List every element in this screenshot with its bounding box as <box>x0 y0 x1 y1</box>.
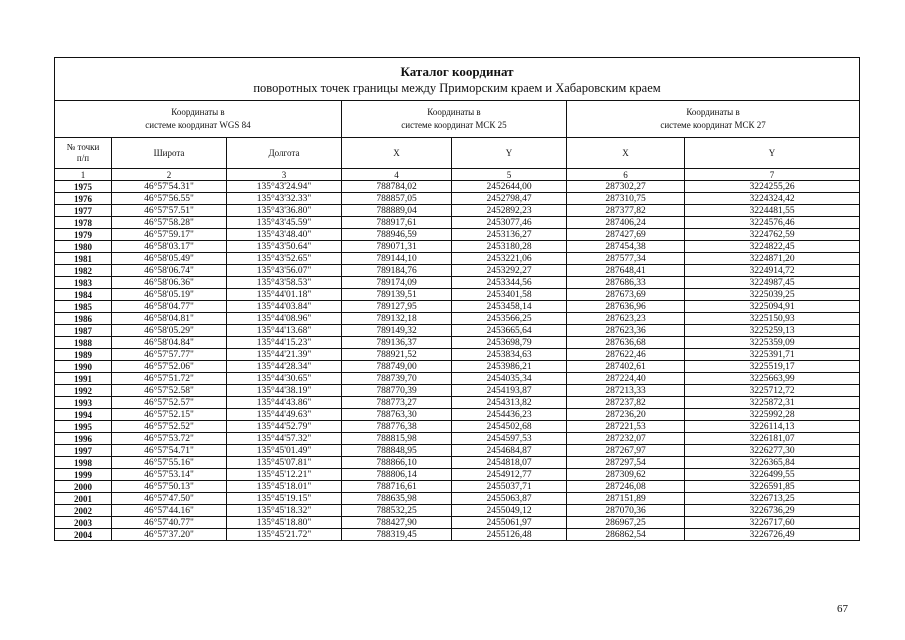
x-msk25-cell: 789071,31 <box>342 241 452 253</box>
y-msk27-cell: 3226591,85 <box>685 481 860 493</box>
point-number-cell: 2003 <box>55 517 112 529</box>
coordinate-rows <box>55 181 860 541</box>
point-number-cell: 1988 <box>55 337 112 349</box>
latitude-cell: 46°57'40.77" <box>112 517 227 529</box>
y-msk25-cell: 2453401,58 <box>452 289 567 301</box>
y-msk27-cell: 3224987,45 <box>685 277 860 289</box>
x-msk27-cell: 287454,38 <box>567 241 685 253</box>
point-number-cell: 1999 <box>55 469 112 481</box>
point-number-cell: 1987 <box>55 325 112 337</box>
x-msk27-cell: 287221,53 <box>567 421 685 433</box>
y-msk27-cell: 3225872,31 <box>685 397 860 409</box>
point-number-cell: 1978 <box>55 217 112 229</box>
table-row <box>55 253 860 265</box>
x-msk27-cell: 287577,34 <box>567 253 685 265</box>
column-header-y-msk27: Y <box>685 138 860 169</box>
point-number-cell: 1984 <box>55 289 112 301</box>
y-msk27-cell: 3225094,91 <box>685 301 860 313</box>
y-msk27-cell: 3225712,72 <box>685 385 860 397</box>
x-msk27-cell: 287309,62 <box>567 469 685 481</box>
longitude-cell: 135°44'52.79" <box>227 421 342 433</box>
y-msk25-cell: 2453136,27 <box>452 229 567 241</box>
x-msk27-cell: 287267,97 <box>567 445 685 457</box>
x-msk27-cell: 287246,08 <box>567 481 685 493</box>
longitude-cell: 135°45'18.01" <box>227 481 342 493</box>
table-row <box>55 445 860 457</box>
y-msk27-cell: 3225663,99 <box>685 373 860 385</box>
longitude-cell: 135°43'58.53" <box>227 277 342 289</box>
x-msk25-cell: 789149,32 <box>342 325 452 337</box>
x-msk27-cell: 287213,33 <box>567 385 685 397</box>
longitude-cell: 135°43'50.64" <box>227 241 342 253</box>
column-number: 2 <box>112 169 227 181</box>
x-msk25-cell: 789174,09 <box>342 277 452 289</box>
y-msk27-cell: 3224255,26 <box>685 181 860 193</box>
latitude-cell: 46°57'58.28" <box>112 217 227 229</box>
latitude-cell: 46°57'44.16" <box>112 505 227 517</box>
table-row <box>55 325 860 337</box>
table-row <box>55 181 860 193</box>
y-msk27-cell: 3226726,49 <box>685 529 860 541</box>
longitude-cell: 135°44'38.19" <box>227 385 342 397</box>
table-row <box>55 529 860 541</box>
column-number: 7 <box>685 169 860 181</box>
x-msk27-cell: 286862,54 <box>567 529 685 541</box>
y-msk25-cell: 2454035,34 <box>452 373 567 385</box>
point-number-cell: 1975 <box>55 181 112 193</box>
longitude-cell: 135°43'52.65" <box>227 253 342 265</box>
latitude-cell: 46°57'53.14" <box>112 469 227 481</box>
x-msk27-cell: 287406,24 <box>567 217 685 229</box>
x-msk25-cell: 788857,05 <box>342 193 452 205</box>
longitude-cell: 135°44'15.23" <box>227 337 342 349</box>
y-msk27-cell: 3224324,42 <box>685 193 860 205</box>
latitude-cell: 46°58'05.19" <box>112 289 227 301</box>
y-msk25-cell: 2453698,79 <box>452 337 567 349</box>
point-number-cell: 1977 <box>55 205 112 217</box>
point-number-cell: 1982 <box>55 265 112 277</box>
y-msk27-cell: 3226365,84 <box>685 457 860 469</box>
x-msk27-cell: 286967,25 <box>567 517 685 529</box>
latitude-cell: 46°57'52.06" <box>112 361 227 373</box>
latitude-cell: 46°57'56.55" <box>112 193 227 205</box>
point-number-cell: 1996 <box>55 433 112 445</box>
catalog-title-cell <box>55 58 860 101</box>
x-msk27-cell: 287377,82 <box>567 205 685 217</box>
x-msk25-cell: 788917,61 <box>342 217 452 229</box>
y-msk25-cell: 2454502,68 <box>452 421 567 433</box>
y-msk27-cell: 3226736,29 <box>685 505 860 517</box>
column-number: 1 <box>55 169 112 181</box>
column-number: 3 <box>227 169 342 181</box>
x-msk27-cell: 287686,33 <box>567 277 685 289</box>
table-row <box>55 397 860 409</box>
y-msk27-cell: 3225992,28 <box>685 409 860 421</box>
y-msk27-cell: 3224822,45 <box>685 241 860 253</box>
table-row <box>55 265 860 277</box>
y-msk25-cell: 2454193,87 <box>452 385 567 397</box>
y-msk25-cell: 2454818,07 <box>452 457 567 469</box>
table-row <box>55 229 860 241</box>
x-msk27-cell: 287224,40 <box>567 373 685 385</box>
x-msk25-cell: 788716,61 <box>342 481 452 493</box>
latitude-cell: 46°57'51.72" <box>112 373 227 385</box>
y-msk25-cell: 2455061,97 <box>452 517 567 529</box>
x-msk25-cell: 788739,70 <box>342 373 452 385</box>
y-msk25-cell: 2454436,23 <box>452 409 567 421</box>
table-row <box>55 301 860 313</box>
table-row <box>55 385 860 397</box>
latitude-cell: 46°57'57.51" <box>112 205 227 217</box>
table-row <box>55 373 860 385</box>
point-number-cell: 1993 <box>55 397 112 409</box>
y-msk27-cell: 3226181,07 <box>685 433 860 445</box>
latitude-cell: 46°57'54.71" <box>112 445 227 457</box>
longitude-cell: 135°43'36.80" <box>227 205 342 217</box>
x-msk25-cell: 788773,27 <box>342 397 452 409</box>
latitude-cell: 46°57'59.17" <box>112 229 227 241</box>
table-row <box>55 505 860 517</box>
longitude-cell: 135°43'56.07" <box>227 265 342 277</box>
column-number: 6 <box>567 169 685 181</box>
y-msk27-cell: 3225150,93 <box>685 313 860 325</box>
table-row <box>55 337 860 349</box>
y-msk25-cell: 2453566,25 <box>452 313 567 325</box>
longitude-cell: 135°44'28.34" <box>227 361 342 373</box>
x-msk27-cell: 287636,68 <box>567 337 685 349</box>
x-msk25-cell: 789132,18 <box>342 313 452 325</box>
longitude-cell: 135°44'01.18" <box>227 289 342 301</box>
latitude-cell: 46°57'54.31" <box>112 181 227 193</box>
column-header-latitude: Широта <box>112 138 227 169</box>
table-row <box>55 433 860 445</box>
y-msk27-cell: 3224576,46 <box>685 217 860 229</box>
longitude-cell: 135°44'03.84" <box>227 301 342 313</box>
x-msk25-cell: 788763,30 <box>342 409 452 421</box>
table-row <box>55 217 860 229</box>
x-msk25-cell: 788866,10 <box>342 457 452 469</box>
y-msk27-cell: 3224914,72 <box>685 265 860 277</box>
point-number-cell: 1990 <box>55 361 112 373</box>
point-number-cell: 1983 <box>55 277 112 289</box>
column-number: 4 <box>342 169 452 181</box>
point-number-cell: 1994 <box>55 409 112 421</box>
y-msk25-cell: 2453077,46 <box>452 217 567 229</box>
y-msk27-cell: 3226717,60 <box>685 517 860 529</box>
column-header-y-msk25: Y <box>452 138 567 169</box>
column-number-row <box>55 169 860 181</box>
coordinate-catalog <box>54 57 859 541</box>
longitude-cell: 135°43'48.40" <box>227 229 342 241</box>
longitude-cell: 135°45'12.21" <box>227 469 342 481</box>
longitude-cell: 135°44'43.86" <box>227 397 342 409</box>
x-msk27-cell: 287623,23 <box>567 313 685 325</box>
x-msk27-cell: 287151,89 <box>567 493 685 505</box>
y-msk27-cell: 3225359,09 <box>685 337 860 349</box>
y-msk25-cell: 2455126,48 <box>452 529 567 541</box>
group-header-msk25: Координаты в системе координат МСК 25 <box>342 101 567 138</box>
x-msk25-cell: 788427,90 <box>342 517 452 529</box>
point-number-cell: 1992 <box>55 385 112 397</box>
x-msk25-cell: 788784,02 <box>342 181 452 193</box>
y-msk25-cell: 2454684,87 <box>452 445 567 457</box>
x-msk25-cell: 788776,38 <box>342 421 452 433</box>
longitude-cell: 135°44'21.39" <box>227 349 342 361</box>
x-msk25-cell: 789139,51 <box>342 289 452 301</box>
latitude-cell: 46°58'04.77" <box>112 301 227 313</box>
column-header-x-msk27: X <box>567 138 685 169</box>
x-msk25-cell: 789136,37 <box>342 337 452 349</box>
x-msk25-cell: 788806,14 <box>342 469 452 481</box>
point-number-cell: 1980 <box>55 241 112 253</box>
latitude-cell: 46°57'47.50" <box>112 493 227 505</box>
table-row <box>55 289 860 301</box>
table-row <box>55 313 860 325</box>
point-number-cell: 1997 <box>55 445 112 457</box>
point-number-cell: 2001 <box>55 493 112 505</box>
table-row <box>55 457 860 469</box>
longitude-cell: 135°44'13.68" <box>227 325 342 337</box>
latitude-cell: 46°57'57.77" <box>112 349 227 361</box>
x-msk27-cell: 287237,82 <box>567 397 685 409</box>
y-msk25-cell: 2455063,87 <box>452 493 567 505</box>
x-msk27-cell: 287648,41 <box>567 265 685 277</box>
point-number-cell: 1989 <box>55 349 112 361</box>
latitude-cell: 46°57'52.52" <box>112 421 227 433</box>
latitude-cell: 46°57'52.15" <box>112 409 227 421</box>
point-number-cell: 1976 <box>55 193 112 205</box>
longitude-cell: 135°44'49.63" <box>227 409 342 421</box>
longitude-cell: 135°45'19.15" <box>227 493 342 505</box>
x-msk25-cell: 788319,45 <box>342 529 452 541</box>
y-msk27-cell: 3226277,30 <box>685 445 860 457</box>
y-msk25-cell: 2454597,53 <box>452 433 567 445</box>
point-number-cell: 1981 <box>55 253 112 265</box>
y-msk27-cell: 3226114,13 <box>685 421 860 433</box>
longitude-cell: 135°43'32.33" <box>227 193 342 205</box>
longitude-cell: 135°43'45.59" <box>227 217 342 229</box>
x-msk27-cell: 287297,54 <box>567 457 685 469</box>
point-number-cell: 2002 <box>55 505 112 517</box>
latitude-cell: 46°57'55.16" <box>112 457 227 469</box>
latitude-cell: 46°57'52.57" <box>112 397 227 409</box>
point-number-cell: 1991 <box>55 373 112 385</box>
column-number: 5 <box>452 169 567 181</box>
y-msk25-cell: 2452892,23 <box>452 205 567 217</box>
longitude-cell: 135°43'24.94" <box>227 181 342 193</box>
x-msk25-cell: 789127,95 <box>342 301 452 313</box>
y-msk27-cell: 3225039,25 <box>685 289 860 301</box>
latitude-cell: 46°58'04.81" <box>112 313 227 325</box>
y-msk25-cell: 2453665,64 <box>452 325 567 337</box>
x-msk27-cell: 287302,27 <box>567 181 685 193</box>
table-row <box>55 349 860 361</box>
y-msk25-cell: 2453180,28 <box>452 241 567 253</box>
point-number-cell: 1995 <box>55 421 112 433</box>
y-msk27-cell: 3226499,55 <box>685 469 860 481</box>
point-number-cell: 2004 <box>55 529 112 541</box>
page-number: 67 <box>837 603 848 615</box>
longitude-cell: 135°45'21.72" <box>227 529 342 541</box>
latitude-cell: 46°58'06.36" <box>112 277 227 289</box>
latitude-cell: 46°58'05.49" <box>112 253 227 265</box>
latitude-cell: 46°58'06.74" <box>112 265 227 277</box>
catalog-subtitle: поворотных точек границы между Приморским краем и Хабаровским краем <box>253 81 661 95</box>
latitude-cell: 46°58'03.17" <box>112 241 227 253</box>
table-row <box>55 517 860 529</box>
y-msk25-cell: 2453834,63 <box>452 349 567 361</box>
latitude-cell: 46°57'53.72" <box>112 433 227 445</box>
latitude-cell: 46°57'50.13" <box>112 481 227 493</box>
y-msk25-cell: 2454313,82 <box>452 397 567 409</box>
y-msk25-cell: 2453344,56 <box>452 277 567 289</box>
x-msk27-cell: 287427,69 <box>567 229 685 241</box>
x-msk25-cell: 788815,98 <box>342 433 452 445</box>
x-msk27-cell: 287622,46 <box>567 349 685 361</box>
x-msk27-cell: 287232,07 <box>567 433 685 445</box>
y-msk25-cell: 2453986,21 <box>452 361 567 373</box>
point-number-cell: 1979 <box>55 229 112 241</box>
y-msk25-cell: 2452644,00 <box>452 181 567 193</box>
y-msk25-cell: 2453292,27 <box>452 265 567 277</box>
x-msk27-cell: 287673,69 <box>567 289 685 301</box>
y-msk25-cell: 2453458,14 <box>452 301 567 313</box>
x-msk25-cell: 788921,52 <box>342 349 452 361</box>
table-row <box>55 193 860 205</box>
table-row <box>55 469 860 481</box>
table-row <box>55 241 860 253</box>
y-msk27-cell: 3225391,71 <box>685 349 860 361</box>
y-msk25-cell: 2454912,77 <box>452 469 567 481</box>
table-row <box>55 361 860 373</box>
latitude-cell: 46°58'05.29" <box>112 325 227 337</box>
x-msk25-cell: 788532,25 <box>342 505 452 517</box>
x-msk27-cell: 287402,61 <box>567 361 685 373</box>
y-msk27-cell: 3225519,17 <box>685 361 860 373</box>
longitude-cell: 135°44'30.65" <box>227 373 342 385</box>
y-msk27-cell: 3224871,20 <box>685 253 860 265</box>
y-msk27-cell: 3226713,25 <box>685 493 860 505</box>
y-msk25-cell: 2455049,12 <box>452 505 567 517</box>
group-header-wgs84: Координаты в системе координат WGS 84 <box>55 101 342 138</box>
table-row <box>55 205 860 217</box>
longitude-cell: 135°45'18.32" <box>227 505 342 517</box>
y-msk25-cell: 2452798,47 <box>452 193 567 205</box>
latitude-cell: 46°57'37.20" <box>112 529 227 541</box>
point-number-cell: 1998 <box>55 457 112 469</box>
longitude-cell: 135°45'01.49" <box>227 445 342 457</box>
column-header-x-msk25: X <box>342 138 452 169</box>
x-msk25-cell: 789184,76 <box>342 265 452 277</box>
table-row <box>55 481 860 493</box>
longitude-cell: 135°44'08.96" <box>227 313 342 325</box>
x-msk27-cell: 287310,75 <box>567 193 685 205</box>
y-msk27-cell: 3224762,59 <box>685 229 860 241</box>
coordinate-table <box>54 57 860 541</box>
x-msk25-cell: 788770,39 <box>342 385 452 397</box>
y-msk25-cell: 2455037,71 <box>452 481 567 493</box>
x-msk25-cell: 788946,59 <box>342 229 452 241</box>
x-msk25-cell: 788848,95 <box>342 445 452 457</box>
y-msk27-cell: 3224481,55 <box>685 205 860 217</box>
latitude-cell: 46°57'52.58" <box>112 385 227 397</box>
longitude-cell: 135°45'07.81" <box>227 457 342 469</box>
point-number-cell: 1985 <box>55 301 112 313</box>
point-number-cell: 1986 <box>55 313 112 325</box>
x-msk27-cell: 287236,20 <box>567 409 685 421</box>
x-msk25-cell: 789144,10 <box>342 253 452 265</box>
y-msk27-cell: 3225259,13 <box>685 325 860 337</box>
table-row <box>55 277 860 289</box>
latitude-cell: 46°58'04.84" <box>112 337 227 349</box>
x-msk25-cell: 788635,98 <box>342 493 452 505</box>
x-msk27-cell: 287070,36 <box>567 505 685 517</box>
x-msk25-cell: 788889,04 <box>342 205 452 217</box>
y-msk25-cell: 2453221,06 <box>452 253 567 265</box>
table-row <box>55 493 860 505</box>
table-row <box>55 409 860 421</box>
column-header-longitude: Долгота <box>227 138 342 169</box>
table-row <box>55 421 860 433</box>
group-header-msk27: Координаты в системе координат МСК 27 <box>567 101 860 138</box>
catalog-title: Каталог координат <box>400 64 514 79</box>
longitude-cell: 135°44'57.32" <box>227 433 342 445</box>
x-msk27-cell: 287636,96 <box>567 301 685 313</box>
x-msk27-cell: 287623,36 <box>567 325 685 337</box>
longitude-cell: 135°45'18.80" <box>227 517 342 529</box>
x-msk25-cell: 788749,00 <box>342 361 452 373</box>
column-header-point: № точки п/п <box>55 138 112 169</box>
point-number-cell: 2000 <box>55 481 112 493</box>
